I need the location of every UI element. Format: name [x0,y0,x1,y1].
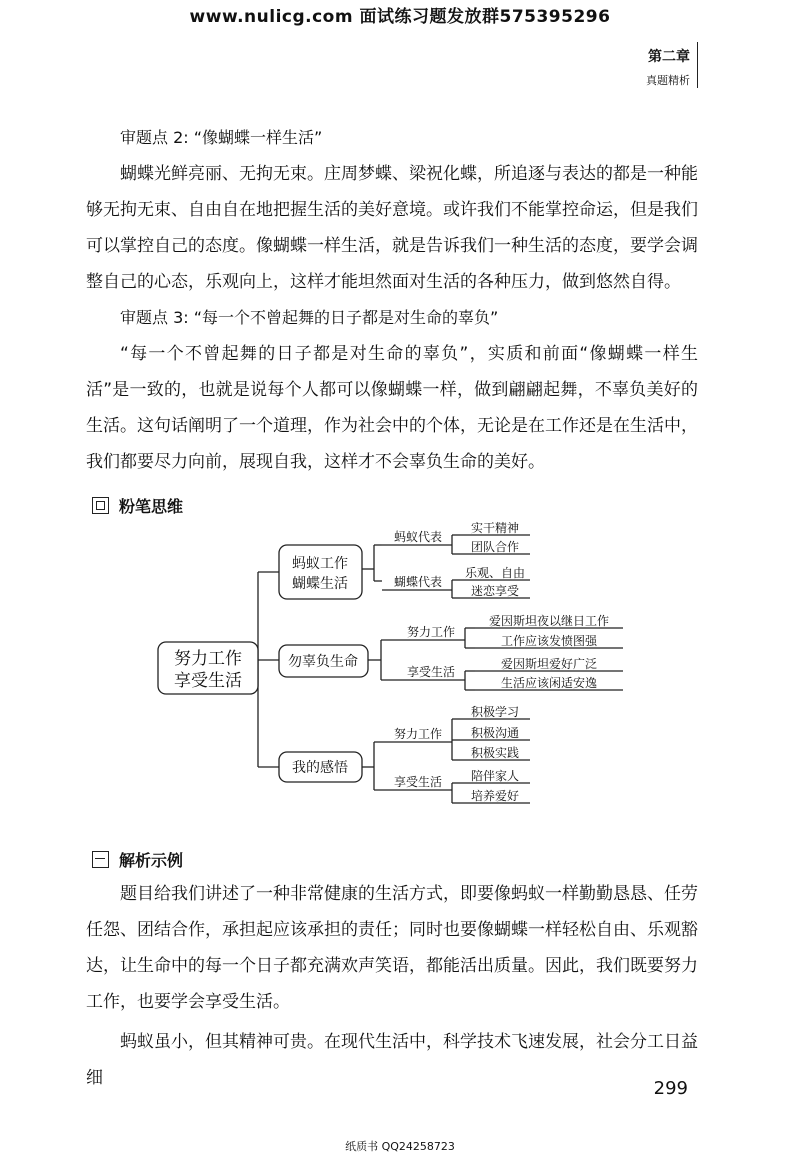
analysis-title-text: 解析示例 [119,851,184,870]
footer-text: 纸质书 QQ24258723 [345,1140,455,1153]
chapter-subtitle: 真题精析 [646,74,690,87]
leaf-3-2-1: 陪伴家人 [470,769,520,783]
sub-2-2: 享受生活 [406,665,456,679]
sub-2-1: 努力工作 [406,625,456,639]
leaf-1-1-1: 实干精神 [470,521,520,535]
analysis-icon [92,851,109,868]
branch2-label: 勿辜负生命 [288,654,358,670]
sub-3-1: 努力工作 [393,727,443,741]
leaf-3-2-2: 培养爱好 [470,789,520,803]
sub-1-2: 蝴蝶代表 [393,575,443,589]
root-line1: 努力工作 [174,649,242,669]
watermark-header: www.nulicg.com 面试练习题发放群575395296 [189,7,611,27]
branch3-label: 我的感悟 [292,760,348,776]
leaf-3-1-1: 积极学习 [470,705,520,719]
leaf-1-2-1: 乐观、自由 [464,566,526,580]
analysis-para1: 题目给我们讲述了一种非常健康的生活方式，即要像蚂蚁一样勤勤恳恳、任劳任怨、团结合作，承担起应该承担的责任；同时也要像蝴蝶一样轻松自由、乐观豁达，让生命中的每一个日子都充满欢声笑语，都能活出质量。因此，我们既要努力工作，也要学会享受生活。 [86,884,698,1012]
point2-title: 审题点 2: “像蝴蝶一样生活” [120,128,323,147]
leaf-2-2-1: 爱因斯坦爱好广泛 [500,657,598,671]
analysis-section-title [92,848,183,871]
point3-text: “每一个不曾起舞的日子都是对生命的辜负”，实质和前面“像蝴蝶一样生活”是一致的，也就是说每个人都可以像蝴蝶一样，做到翩翩起舞，不辜负美好的生活。这句话阐明了一个道理，作为社会中的个体，无论是在工作还是在生活中，我们都要尽力向前，展现自我，这样才不会辜负生命的美好。 [86,344,698,472]
root-line2: 享受生活 [174,671,242,691]
leaf-1-2-2: 迷恋享受 [470,584,520,598]
branch1-line1: 蚂蚁工作 [292,556,348,572]
mindmap-title-text: 粉笔思维 [119,497,184,516]
leaf-1-1-2: 团队合作 [470,540,520,554]
sub-3-2: 享受生活 [393,775,443,789]
branch1-line2: 蝴蝶生活 [292,576,348,592]
analysis-body [86,876,698,1096]
point3-title: 审题点 3: “每一个不曾起舞的日子都是对生命的辜负” [120,308,499,327]
leaf-3-1-3: 积极实践 [470,746,520,760]
sub-1-1: 蚂蚁代表 [393,530,443,544]
point2-text: 蝴蝶光鲜亮丽、无拘无束。庄周梦蝶、梁祝化蝶，所追逐与表达的都是一种能够无拘无束、自由自在地把握生活的美好意境。或许我们不能掌控命运，但是我们可以掌控自己的态度。像蝴蝶一样生活，就是告诉我们一种生活的态度，要学会调整自己的心态，乐观向上，这样才能坦然面对生活的各种压力，做到悠然自得。 [86,164,698,292]
leaf-2-2-2: 生活应该闲适安逸 [500,676,598,690]
analysis-para2: 蚂蚁虽小，但其精神可贵。在现代生活中，科学技术飞速发展，社会分工日益细 [86,1032,698,1088]
chapter-title: 第二章 [648,49,690,65]
page-number: 299 [653,1078,688,1099]
leaf-2-1-1: 爱因斯坦夜以继日工作 [488,614,610,628]
leaf-3-1-2: 积极沟通 [470,726,520,740]
leaf-2-1-2: 工作应该发愤图强 [500,634,598,648]
